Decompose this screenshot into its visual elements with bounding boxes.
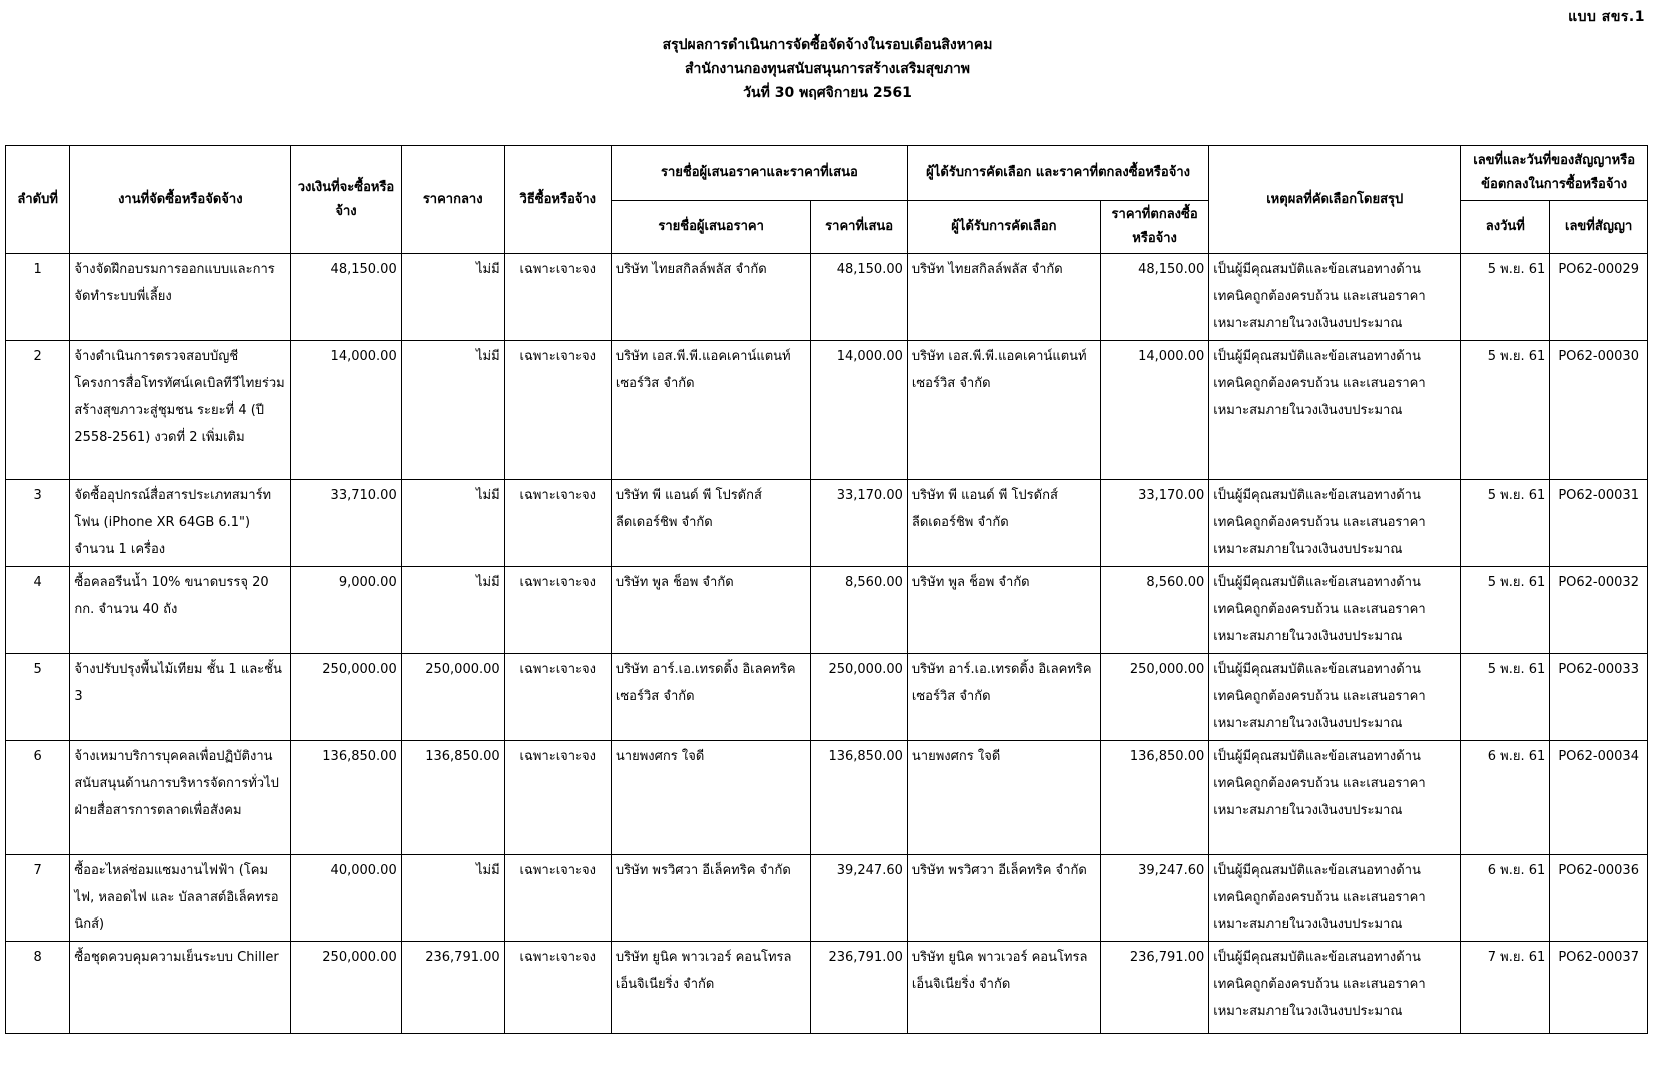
cell-contract-no: PO62-00034 [1550,741,1648,855]
header-item: งานที่จัดซื้อหรือจัดจ้าง [70,146,291,254]
cell-bidder: บริษัท พูล ช็อพ จำกัด [611,567,810,654]
cell-bid-price: 14,000.00 [811,341,908,480]
cell-contract-no: PO62-00032 [1550,567,1648,654]
header-selected-group: ผู้ได้รับการคัดเลือก และราคาที่ตกลงซื้อหรือจ้าง [907,146,1208,201]
table-row [6,855,1648,942]
cell-bidder: บริษัท เอส.พี.พี.แอคเคาน์แตนท์ เซอร์วิส จำกัด [611,341,810,480]
cell-date: 5 พ.ย. 61 [1461,480,1550,567]
header-date: ลงวันที่ [1461,201,1550,254]
cell-bidder: บริษัท ยูนิค พาวเวอร์ คอนโทรล เอ็นจิเนียริ่ง จำกัด [611,942,810,1034]
cell-no: 6 [6,741,70,855]
cell-agreed-price: 33,170.00 [1100,480,1208,567]
table-row [6,942,1648,1034]
cell-median-price: 250,000.00 [401,654,504,741]
cell-item: จ้างเหมาบริการบุคคลเพื่อปฏิบัติงานสนับสนุนด้านการบริหารจัดการทั่วไป ฝ่ายสื่อสารการตลาดเพื่อสังคม [70,741,291,855]
table-row [6,567,1648,654]
cell-agreed-price: 39,247.60 [1100,855,1208,942]
cell-date: 6 พ.ย. 61 [1461,855,1550,942]
cell-median-price: ไม่มี [401,855,504,942]
cell-date: 7 พ.ย. 61 [1461,942,1550,1034]
cell-bidder: บริษัท อาร์.เอ.เทรดดิ้ง อิเลคทริค เซอร์วิส จำกัด [611,654,810,741]
cell-budget: 14,000.00 [291,341,401,480]
table-row [6,741,1648,855]
cell-contract-no: PO62-00031 [1550,480,1648,567]
header-median-price: ราคากลาง [401,146,504,254]
cell-agreed-price: 236,791.00 [1100,942,1208,1034]
cell-agreed-price: 8,560.00 [1100,567,1208,654]
header-bidders-group: รายชื่อผู้เสนอราคาและราคาที่เสนอ [611,146,907,201]
header-contract-no: เลขที่สัญญา [1550,201,1648,254]
cell-median-price: 136,850.00 [401,741,504,855]
cell-median-price: ไม่มี [401,480,504,567]
cell-reason: เป็นผู้มีคุณสมบัติและข้อเสนอทางด้านเทคนิคถูกต้องครบถ้วน และเสนอราคาเหมาะสมภายในวงเงินงบประมาณ [1209,741,1461,855]
cell-bid-price: 48,150.00 [811,254,908,341]
cell-bid-price: 8,560.00 [811,567,908,654]
cell-agreed-price: 48,150.00 [1100,254,1208,341]
cell-agreed-price: 136,850.00 [1100,741,1208,855]
cell-item: จัดซื้ออุปกรณ์สื่อสารประเภทสมาร์ทโฟน (iPhone XR 64GB 6.1") จำนวน 1 เครื่อง [70,480,291,567]
table-row [6,654,1648,741]
cell-bidder: บริษัท ไทยสกิลล์พลัส จำกัด [611,254,810,341]
header-no: ลำดับที่ [6,146,70,254]
cell-item: ซื้อชุดควบคุมความเย็นระบบ Chiller [70,942,291,1034]
cell-selected: บริษัท ไทยสกิลล์พลัส จำกัด [907,254,1100,341]
cell-no: 3 [6,480,70,567]
cell-method: เฉพาะเจาะจง [504,741,611,855]
cell-budget: 250,000.00 [291,942,401,1034]
procurement-table [5,145,1648,1034]
table-row [6,480,1648,567]
cell-item: จ้างดำเนินการตรวจสอบบัญชีโครงการสื่อโทรทัศน์เคเบิลทีวีไทยร่วมสร้างสุขภาวะสู่ชุมชน ระยะที่ 4 (ปี 2558-2561) งวดที่ 2 เพิ่มเติม [70,341,291,480]
cell-method: เฉพาะเจาะจง [504,480,611,567]
header-agreed-price: ราคาที่ตกลงซื้อหรือจ้าง [1100,201,1208,254]
cell-median-price: ไม่มี [401,341,504,480]
cell-budget: 250,000.00 [291,654,401,741]
document-title [0,33,1655,105]
cell-contract-no: PO62-00033 [1550,654,1648,741]
header-method: วิธีซื้อหรือจ้าง [504,146,611,254]
cell-no: 2 [6,341,70,480]
cell-no: 4 [6,567,70,654]
cell-budget: 33,710.00 [291,480,401,567]
cell-method: เฉพาะเจาะจง [504,341,611,480]
cell-date: 5 พ.ย. 61 [1461,254,1550,341]
title-line-1: สรุปผลการดำเนินการจัดซื้อจัดจ้างในรอบเดือนสิงหาคม [662,37,993,53]
cell-budget: 40,000.00 [291,855,401,942]
table-row [6,341,1648,480]
title-line-2: สำนักงานกองทุนสนับสนุนการสร้างเสริมสุขภาพ [684,61,971,77]
cell-selected: บริษัท พี แอนด์ พี โปรดักส์ ลีดเดอร์ชิพ จำกัด [907,480,1100,567]
cell-contract-no: PO62-00030 [1550,341,1648,480]
cell-bidder: บริษัท พรวิศวา อีเล็คทริค จำกัด [611,855,810,942]
cell-selected: บริษัท พรวิศวา อีเล็คทริค จำกัด [907,855,1100,942]
cell-no: 8 [6,942,70,1034]
cell-date: 5 พ.ย. 61 [1461,654,1550,741]
cell-method: เฉพาะเจาะจง [504,567,611,654]
cell-reason: เป็นผู้มีคุณสมบัติและข้อเสนอทางด้านเทคนิคถูกต้องครบถ้วน และเสนอราคาเหมาะสมภายในวงเงินงบประมาณ [1209,254,1461,341]
cell-median-price: ไม่มี [401,254,504,341]
cell-contract-no: PO62-00036 [1550,855,1648,942]
cell-item: จ้างจัดฝึกอบรมการออกแบบและการจัดทำระบบพี่เลี้ยง [70,254,291,341]
header-reason: เหตุผลที่คัดเลือกโดยสรุป [1209,146,1461,254]
header-contract-group: เลขที่และวันที่ของสัญญาหรือข้อตกลงในการซื้อหรือจ้าง [1461,146,1648,201]
header-bidder-name: รายชื่อผู้เสนอราคา [611,201,810,254]
cell-median-price: 236,791.00 [401,942,504,1034]
cell-budget: 136,850.00 [291,741,401,855]
cell-reason: เป็นผู้มีคุณสมบัติและข้อเสนอทางด้านเทคนิคถูกต้องครบถ้วน และเสนอราคาเหมาะสมภายในวงเงินงบประมาณ [1209,567,1461,654]
cell-reason: เป็นผู้มีคุณสมบัติและข้อเสนอทางด้านเทคนิคถูกต้องครบถ้วน และเสนอราคาเหมาะสมภายในวงเงินงบประมาณ [1209,942,1461,1034]
cell-date: 5 พ.ย. 61 [1461,341,1550,480]
cell-budget: 9,000.00 [291,567,401,654]
cell-date: 5 พ.ย. 61 [1461,567,1550,654]
cell-method: เฉพาะเจาะจง [504,654,611,741]
cell-no: 1 [6,254,70,341]
cell-bid-price: 39,247.60 [811,855,908,942]
form-code: แบบ สขร.1 [1568,9,1645,25]
cell-method: เฉพาะเจาะจง [504,254,611,341]
cell-selected: บริษัท ยูนิค พาวเวอร์ คอนโทรล เอ็นจิเนียริ่ง จำกัด [907,942,1100,1034]
cell-agreed-price: 14,000.00 [1100,341,1208,480]
cell-selected: บริษัท พูล ช็อพ จำกัด [907,567,1100,654]
cell-method: เฉพาะเจาะจง [504,855,611,942]
cell-agreed-price: 250,000.00 [1100,654,1208,741]
cell-bid-price: 236,791.00 [811,942,908,1034]
cell-bidder: บริษัท พี แอนด์ พี โปรดักส์ ลีดเดอร์ชิพ จำกัด [611,480,810,567]
cell-bid-price: 33,170.00 [811,480,908,567]
header-budget: วงเงินที่จะซื้อหรือจ้าง [291,146,401,254]
header-bid-price: ราคาที่เสนอ [811,201,908,254]
cell-no: 7 [6,855,70,942]
table-row [6,254,1648,341]
cell-median-price: ไม่มี [401,567,504,654]
cell-budget: 48,150.00 [291,254,401,341]
cell-selected: บริษัท อาร์.เอ.เทรดดิ้ง อิเลคทริค เซอร์วิส จำกัด [907,654,1100,741]
cell-contract-no: PO62-00037 [1550,942,1648,1034]
cell-bidder: นายพงศกร ใจดี [611,741,810,855]
cell-no: 5 [6,654,70,741]
header-row-1 [6,146,1648,201]
cell-selected: นายพงศกร ใจดี [907,741,1100,855]
cell-reason: เป็นผู้มีคุณสมบัติและข้อเสนอทางด้านเทคนิคถูกต้องครบถ้วน และเสนอราคาเหมาะสมภายในวงเงินงบประมาณ [1209,480,1461,567]
cell-item: จ้างปรับปรุงพื้นไม้เทียม ชั้น 1 และชั้น 3 [70,654,291,741]
cell-date: 6 พ.ย. 61 [1461,741,1550,855]
header-selected-name: ผู้ได้รับการคัดเลือก [907,201,1100,254]
cell-bid-price: 136,850.00 [811,741,908,855]
cell-contract-no: PO62-00029 [1550,254,1648,341]
cell-item: ซื้ออะไหล่ซ่อมแซมงานไฟฟ้า (โคมไฟ, หลอดไฟ และ บัลลาสต์อิเล็คทรอนิกส์) [70,855,291,942]
cell-selected: บริษัท เอส.พี.พี.แอคเคาน์แตนท์ เซอร์วิส จำกัด [907,341,1100,480]
cell-item: ซื้อคลอรีนน้ำ 10% ขนาดบรรจุ 20 กก. จำนวน 40 ถัง [70,567,291,654]
cell-reason: เป็นผู้มีคุณสมบัติและข้อเสนอทางด้านเทคนิคถูกต้องครบถ้วน และเสนอราคาเหมาะสมภายในวงเงินงบประมาณ [1209,855,1461,942]
cell-reason: เป็นผู้มีคุณสมบัติและข้อเสนอทางด้านเทคนิคถูกต้องครบถ้วน และเสนอราคาเหมาะสมภายในวงเงินงบประมาณ [1209,654,1461,741]
title-line-3: วันที่ 30 พฤศจิกายน 2561 [743,85,912,101]
cell-reason: เป็นผู้มีคุณสมบัติและข้อเสนอทางด้านเทคนิคถูกต้องครบถ้วน และเสนอราคาเหมาะสมภายในวงเงินงบประมาณ [1209,341,1461,480]
cell-bid-price: 250,000.00 [811,654,908,741]
cell-method: เฉพาะเจาะจง [504,942,611,1034]
